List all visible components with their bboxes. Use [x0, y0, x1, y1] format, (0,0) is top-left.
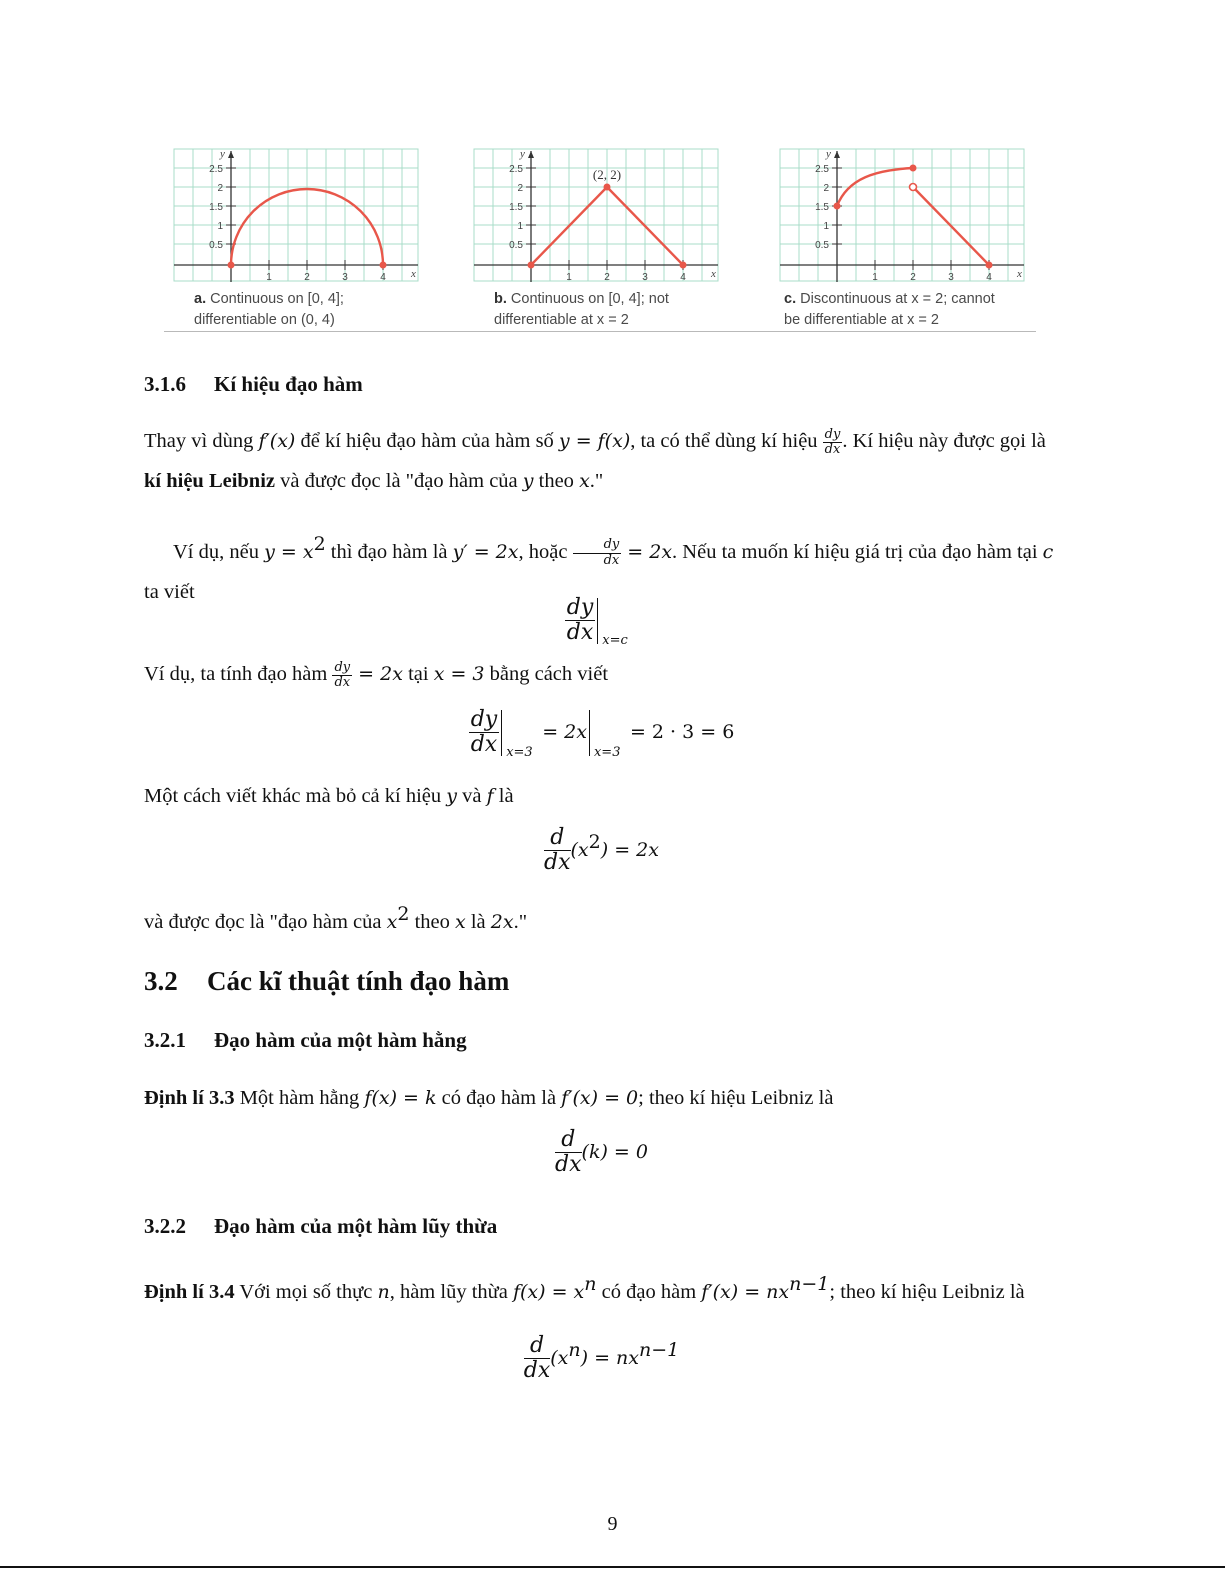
fraction-denominator: dx [566, 620, 594, 646]
panel-a-caption [194, 289, 430, 331]
text: ." [589, 470, 604, 492]
equation-power-rule [144, 1334, 1059, 1383]
math: y [522, 470, 534, 492]
math: f′(x) [258, 430, 296, 452]
text: , ta có thể dùng kí hiệu [630, 430, 823, 452]
section-number: 3.1.6 [144, 372, 186, 396]
text: là [465, 910, 491, 933]
section-title: Kí hiệu đạo hàm [214, 372, 363, 396]
superscript: n [584, 1273, 597, 1295]
x-tick-1: 1 [566, 272, 572, 283]
open-point [910, 184, 917, 191]
y-tick-2: 2 [217, 183, 223, 194]
math: x [579, 470, 590, 492]
math: (x [570, 839, 589, 862]
y-tick-1: 1 [517, 221, 523, 232]
peak-annotation: (2, 2) [592, 167, 622, 182]
math: n [377, 1280, 390, 1303]
caption-letter: a. [194, 291, 207, 307]
section-number: 3.2 [144, 966, 178, 996]
text: Ví dụ, nếu [173, 540, 265, 563]
text: ." [513, 910, 528, 933]
theorem-3-3 [144, 1078, 1059, 1118]
fraction-numerator: d [524, 1334, 551, 1359]
section-heading-3-2-2 [144, 1214, 497, 1239]
caption-letter: b. [494, 291, 507, 307]
fraction-d-dx [544, 826, 571, 875]
text: bằng cách viết [484, 663, 609, 685]
panel-c-caption [784, 289, 1034, 331]
caption-line1: Continuous on [0, 4]; not [510, 291, 669, 307]
endpoint-right [380, 262, 387, 269]
math: y [446, 785, 457, 807]
y-tick-2.5: 2.5 [209, 164, 223, 175]
text: Thay vì dùng [144, 430, 259, 452]
text: theo [409, 910, 455, 933]
superscript: n−1 [789, 1273, 830, 1295]
text: và [457, 785, 487, 807]
fraction-numerator: dy [334, 659, 351, 675]
math: f(x) = k [364, 1087, 437, 1109]
math: (x [550, 1347, 569, 1370]
x-axis-label: x [411, 268, 416, 280]
math: x [386, 910, 398, 933]
fraction-denominator: dx [555, 1152, 582, 1178]
y-tick-2: 2 [823, 183, 829, 194]
x-tick-4: 4 [680, 272, 686, 283]
y-axis-label: y [520, 148, 525, 160]
inline-fraction [573, 538, 622, 568]
panel-b-caption [494, 289, 730, 331]
section-heading-3-2 [144, 966, 509, 997]
section-title: Các kĩ thuật tính đạo hàm [207, 966, 510, 996]
panel-c-plot [776, 146, 1028, 286]
endpoint-left [528, 262, 535, 269]
panel-b [470, 146, 722, 332]
caption-line2: differentiable on (0, 4) [194, 312, 335, 328]
y-tick-1.5: 1.5 [509, 202, 523, 213]
panel-a [170, 146, 422, 332]
evaluation-subscript: x=3 [506, 744, 533, 760]
text: , hàm lũy thừa [389, 1280, 513, 1303]
x-axis-label: x [1017, 268, 1022, 280]
superscript: n−1 [639, 1339, 680, 1362]
equation-d-dx-k [144, 1128, 1059, 1177]
closed-point [910, 165, 917, 172]
panel-c [776, 146, 1028, 332]
fraction-denominator: dx [824, 441, 841, 457]
x-tick-3: 3 [948, 272, 954, 283]
text: có đạo hàm [596, 1280, 702, 1303]
math: x [455, 910, 466, 933]
text: ; theo kí hiệu Leibniz là [638, 1087, 834, 1109]
start-point [834, 203, 841, 210]
caption-letter: c. [784, 291, 797, 307]
y-tick-2: 2 [517, 183, 523, 194]
text: và được đọc là "đạo hàm của [144, 910, 387, 933]
text: và được đọc là "đạo hàm của [275, 470, 523, 492]
y-tick-0.5: 0.5 [815, 240, 829, 251]
section-heading-3-2-1 [144, 1028, 467, 1053]
fraction-numerator: d [555, 1128, 582, 1153]
superscript: n [568, 1339, 581, 1362]
equation-eval-at-c [144, 595, 1059, 648]
equation-eval-at-3 [144, 707, 1059, 760]
y-tick-2.5: 2.5 [509, 164, 523, 175]
x-tick-2: 2 [304, 272, 310, 283]
fraction-d-dx [555, 1128, 582, 1177]
math: (k) = 0 [581, 1141, 648, 1164]
paragraph-read-as [144, 894, 1059, 942]
superscript: 2 [397, 903, 410, 925]
fraction-numerator: dy [824, 426, 841, 442]
x-tick-3: 3 [642, 272, 648, 283]
endpoint-right [680, 262, 687, 269]
superscript: 2 [588, 831, 601, 854]
caption-line1: Continuous on [0, 4]; [210, 291, 344, 307]
text: Một hàm hằng [234, 1087, 365, 1109]
x-tick-1: 1 [872, 272, 878, 283]
y-tick-0.5: 0.5 [509, 240, 523, 251]
y-tick-2.5: 2.5 [815, 164, 829, 175]
y-tick-1: 1 [823, 221, 829, 232]
section-title: Đạo hàm của một hàm hằng [214, 1028, 467, 1052]
continuity-figure [164, 146, 1036, 332]
paragraph-alternative [144, 776, 1059, 816]
fraction-d-dx [524, 1334, 551, 1383]
superscript: 2 [313, 533, 326, 555]
caption-line2: be differentiable at x = 2 [784, 312, 939, 328]
fraction-denominator: dx [603, 552, 620, 568]
bottom-edge-rule [0, 1566, 1225, 1568]
x-tick-1: 1 [266, 272, 272, 283]
theorem-label: Định lí 3.3 [144, 1087, 235, 1109]
peak-point [604, 184, 611, 191]
text: . Kí hiệu này được gọi là [842, 430, 1046, 452]
text: Với mọi số thực [234, 1280, 378, 1303]
evaluation-subscript: x=c [602, 632, 628, 648]
y-tick-1.5: 1.5 [209, 202, 223, 213]
text: , hoặc [518, 540, 573, 563]
math: = 2x [542, 721, 587, 744]
fraction-numerator: dy [566, 595, 594, 620]
text: ; theo kí hiệu Leibniz là [829, 1280, 1025, 1303]
evaluation-bar [597, 598, 638, 648]
section-number: 3.2.2 [144, 1214, 186, 1238]
caption-line2: differentiable at x = 2 [494, 312, 629, 328]
inline-fraction [823, 428, 843, 458]
text: tại [402, 663, 434, 685]
panel-b-plot [470, 146, 722, 286]
page-number: 9 [607, 1513, 618, 1535]
text: thì đạo hàm là [325, 540, 453, 563]
text: Một cách viết khác mà bỏ cả kí hiệu [144, 785, 447, 807]
math: = 2x [621, 540, 673, 563]
text: Ví dụ, ta tính đạo hàm [144, 663, 333, 685]
math: 2x [490, 910, 514, 933]
fraction-dy-dx [565, 596, 596, 645]
text: ta viết [144, 580, 195, 603]
text: có đạo hàm là [436, 1087, 562, 1109]
evaluation-bar [589, 710, 630, 760]
math: f′(x) = 0 [561, 1087, 639, 1109]
endpoint-left [228, 262, 235, 269]
equation-d-dx-x-squared [144, 826, 1059, 875]
math: y = f(x) [558, 430, 631, 452]
x-tick-2: 2 [910, 272, 916, 283]
y-tick-1.5: 1.5 [815, 202, 829, 213]
math: f(x) = x [512, 1280, 585, 1303]
text: là [493, 785, 514, 807]
evaluation-bar [501, 710, 542, 760]
text: để kí hiệu đạo hàm của hàm số [295, 430, 559, 452]
end-point [986, 262, 993, 269]
math: ) = nx [580, 1347, 639, 1370]
fraction-denominator: dx [470, 732, 498, 758]
section-heading-3-1-6 [144, 372, 363, 397]
theorem-3-4 [144, 1264, 1059, 1312]
math: = 2x [352, 663, 403, 685]
math: c [1042, 540, 1054, 563]
math: ) = 2x [600, 839, 659, 862]
panel-a-plot [170, 146, 422, 286]
math: f′(x) = nx [701, 1280, 790, 1303]
text: . Nếu ta muốn kí hiệu giá trị của đạo hàm tại [672, 540, 1043, 563]
text: theo [533, 470, 580, 492]
fraction-numerator: dy [573, 538, 622, 553]
x-tick-2: 2 [604, 272, 610, 283]
fraction-denominator: dx [523, 1358, 551, 1384]
evaluation-subscript: x=3 [593, 744, 621, 760]
bold-term: kí hiệu Leibniz [144, 470, 276, 492]
x-tick-3: 3 [342, 272, 348, 283]
x-tick-4: 4 [380, 272, 386, 283]
math: = 2 · 3 = 6 [629, 721, 735, 744]
section-number: 3.2.1 [144, 1028, 186, 1052]
y-tick-0.5: 0.5 [209, 240, 223, 251]
math: f [486, 785, 494, 807]
y-tick-1: 1 [217, 221, 223, 232]
y-axis-label: y [826, 148, 831, 160]
fraction-numerator: d [544, 826, 571, 851]
paragraph-compute [144, 654, 1059, 694]
fraction-denominator: dx [544, 850, 571, 876]
x-axis-label: x [711, 268, 716, 280]
inline-fraction [332, 661, 352, 691]
x-tick-4: 4 [986, 272, 992, 283]
theorem-label: Định lí 3.4 [144, 1280, 235, 1303]
fraction-numerator: dy [470, 707, 498, 732]
fraction-denominator: dx [334, 674, 351, 690]
math: y = x [264, 540, 314, 563]
section-title: Đạo hàm của một hàm lũy thừa [214, 1214, 498, 1238]
fraction-dy-dx [469, 708, 500, 757]
caption-line1: Discontinuous at x = 2; cannot [800, 291, 995, 307]
math: x = 3 [433, 663, 485, 685]
math: y′ = 2x [452, 540, 519, 563]
y-axis-label: y [220, 148, 225, 160]
paragraph-leibniz-intro [144, 421, 1059, 501]
